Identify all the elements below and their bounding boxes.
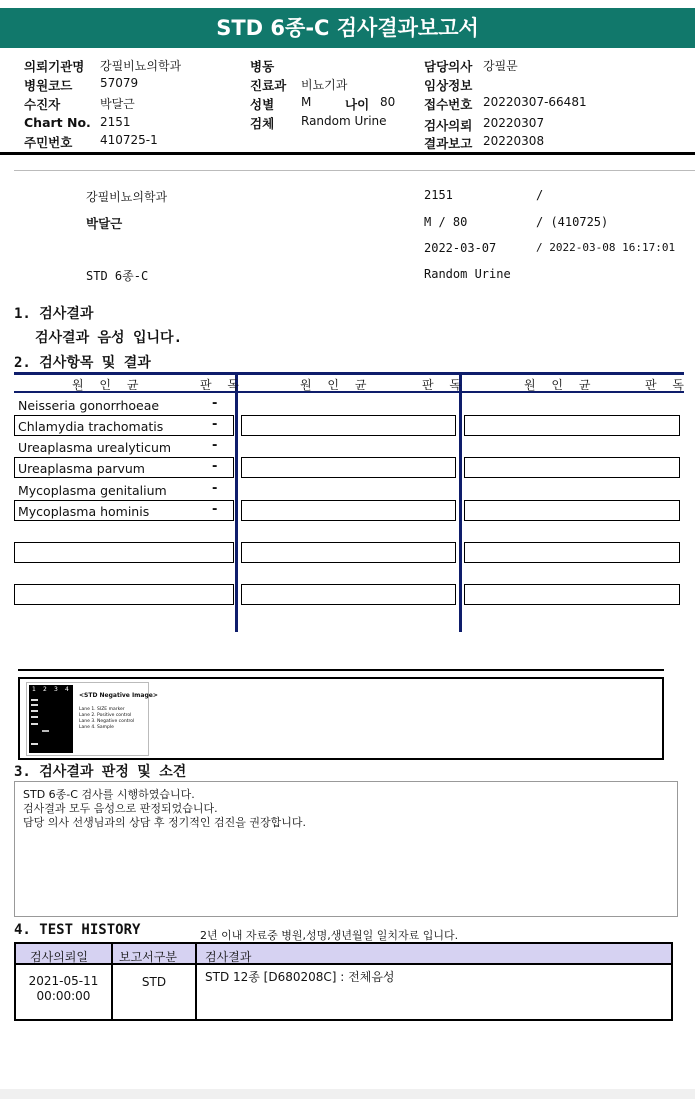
history-note: 2년 이내 자료중 병원,성명,생년월일 일치자료 입니다. (200, 929, 459, 942)
organism-name: Mycoplasma hominis (18, 504, 150, 519)
organism-name: Mycoplasma genitalium (18, 483, 167, 498)
history-date-cell (16, 974, 111, 1004)
summary-patient: 박달근 (86, 216, 123, 231)
empty-row-box (464, 500, 680, 521)
page-footer-band (0, 1089, 695, 1099)
header-label: 접수번호 (424, 97, 473, 112)
header-value: Random Urine (301, 114, 387, 128)
empty-row-box (241, 542, 456, 563)
organism-result: - (212, 481, 218, 496)
empty-row-box (464, 457, 680, 478)
history-table (14, 942, 673, 1021)
history-date: 2021-05-11 (28, 974, 99, 988)
opinion-line: 담당 의사 선생님과의 상담 후 정기적인 검진을 권장합니다. (23, 816, 306, 829)
header-value: 박달근 (100, 97, 135, 111)
age-label: 나이 (345, 97, 370, 112)
summary-institution: 강필비뇨의학과 (86, 190, 168, 204)
header-label: 담당의사 (424, 59, 473, 74)
header-value: 57079 (100, 76, 139, 90)
lane-number: 4 (65, 686, 69, 693)
section1-title: 1. 검사결과 (14, 306, 94, 322)
organism-name: Chlamydia trachomatis (18, 419, 164, 434)
gel-band (31, 710, 38, 712)
history-result: STD 12종 [D680208C] : 전체음성 (205, 970, 395, 984)
header-divider (0, 152, 695, 155)
header-value: 강필비뇨의학과 (100, 59, 182, 73)
gel-legend-item: Lane 2. Positive control (79, 713, 132, 718)
summary-chart-no: 2151 (424, 188, 453, 202)
header-label: 수진자 (24, 97, 61, 112)
header-label: 임상정보 (424, 78, 473, 93)
empty-row-box (464, 542, 680, 563)
opinion-line: 검사결과 모두 음성으로 판정되었습니다. (23, 802, 218, 815)
column-header-result: 판 독 (200, 378, 245, 392)
header-label: 진료과 (250, 78, 287, 93)
empty-row-box (241, 457, 456, 478)
summary-sex-age: M / 80 (424, 215, 468, 229)
header-label: 검사의뢰 (424, 118, 473, 133)
column-header-organism: 원 인 균 (524, 378, 597, 392)
lane-number: 2 (43, 686, 47, 693)
header-label: 주민번호 (24, 135, 73, 150)
organism-result: - (212, 417, 218, 432)
header-label: 성별 (250, 97, 275, 112)
header-value: 2151 (100, 115, 131, 129)
lane-number: 1 (32, 686, 36, 693)
gel-title: <STD Negative Image> (79, 692, 158, 699)
gel-image-card (26, 682, 158, 756)
summary-test-name: STD 6종-C (86, 269, 149, 283)
gel-photo (29, 685, 73, 753)
header-value: 강필문 (483, 59, 518, 73)
history-time: 00:00:00 (36, 989, 91, 1003)
gel-legend-item: Lane 1. SIZE marker (79, 707, 125, 712)
header-value: M (301, 95, 312, 109)
empty-row-box (241, 584, 456, 605)
gel-band (31, 699, 38, 701)
empty-row-box (14, 584, 234, 605)
column-header-result: 판 독 (422, 378, 467, 392)
gel-legend-item: Lane 4. Sample (79, 725, 114, 730)
empty-row-box (464, 415, 680, 436)
empty-row-box (14, 542, 234, 563)
summary-report-datetime: / 2022-03-08 16:17:01 (536, 241, 676, 254)
table-top-rule (14, 372, 684, 375)
gel-top-rule (18, 669, 664, 671)
gel-legend-item: Lane 3. Negative control (79, 719, 135, 724)
column-header-organism: 원 인 균 (300, 378, 373, 392)
summary-rule (14, 170, 695, 171)
history-header-type: 보고서구분 (119, 950, 177, 964)
organism-result: - (212, 459, 218, 474)
column-divider (235, 372, 238, 632)
column-header-organism: 원 인 균 (72, 378, 145, 392)
history-header-row (16, 944, 671, 965)
section2-title: 2. 검사항목 및 결과 (14, 355, 151, 371)
section3-title: 3. 검사결과 판정 및 소견 (14, 764, 187, 780)
column-header-result: 판 독 (645, 378, 690, 392)
section4-title: 4. TEST HISTORY (14, 922, 141, 938)
history-header-result: 검사결과 (205, 950, 252, 964)
header-label: 검체 (250, 116, 275, 131)
organism-result: - (212, 396, 218, 411)
history-col-divider (195, 944, 197, 1019)
history-header-date: 검사의뢰일 (30, 950, 88, 964)
organism-result: - (212, 438, 218, 453)
header-value: 비뇨기과 (301, 78, 348, 92)
lane-number: 3 (54, 686, 58, 693)
gel-band (42, 730, 49, 732)
gel-band (31, 743, 38, 745)
gel-image-frame (18, 677, 664, 760)
header-label: 의뢰기관명 (24, 59, 85, 74)
organism-result: - (212, 502, 218, 517)
gel-band (31, 704, 38, 706)
opinion-box (14, 781, 678, 917)
organism-name: Ureaplasma parvum (18, 461, 145, 476)
empty-row-box (241, 500, 456, 521)
summary-separator: / (536, 188, 544, 202)
header-value: 20220307 (483, 116, 545, 130)
empty-row-box (241, 415, 456, 436)
organism-name: Neisseria gonorrhoeae (18, 398, 160, 413)
column-divider (459, 372, 462, 632)
header-label: Chart No. (24, 115, 91, 130)
empty-row-box (464, 584, 680, 605)
section1-text: 검사결과 음성 입니다. (35, 330, 183, 346)
header-value: 410725-1 (100, 133, 158, 147)
report-title: STD 6종-C 검사결과보고서 (0, 8, 695, 48)
summary-specimen: Random Urine (424, 267, 511, 281)
summary-request-date: 2022-03-07 (424, 241, 497, 255)
gel-legend (79, 707, 134, 731)
header-value: 20220307-66481 (483, 95, 587, 109)
header-value: 20220308 (483, 134, 545, 148)
age-value: 80 (380, 95, 396, 109)
header-label: 결과보고 (424, 136, 473, 151)
gel-band (31, 716, 38, 718)
gel-band (31, 723, 38, 725)
header-label: 병원코드 (24, 78, 73, 93)
organism-name: Ureaplasma urealyticum (18, 440, 172, 455)
summary-rrn: / (410725) (536, 215, 609, 229)
history-type: STD (141, 975, 167, 989)
opinion-line: STD 6종-C 검사를 시행하였습니다. (23, 788, 195, 801)
header-label: 병동 (250, 59, 275, 74)
